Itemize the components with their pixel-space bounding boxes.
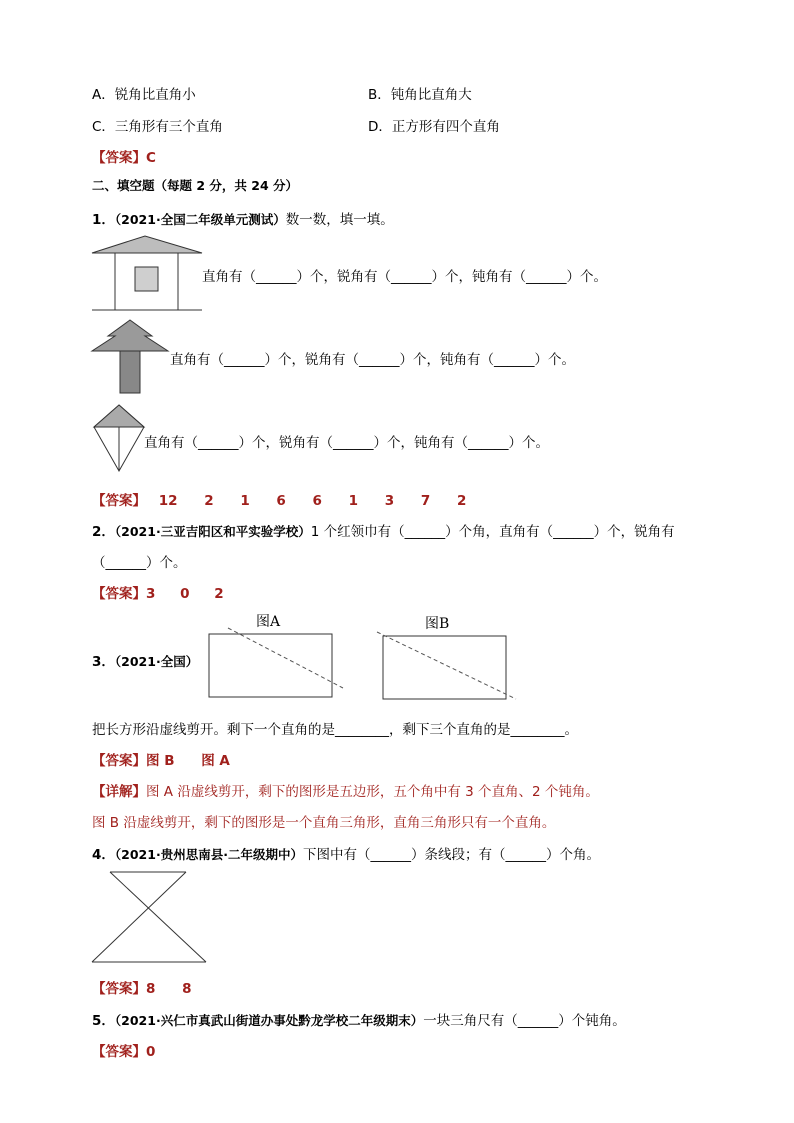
answer-value: C bbox=[146, 150, 156, 166]
answer-label: 【答案】 bbox=[92, 586, 146, 602]
q3-number: 3． bbox=[92, 654, 115, 670]
q1-source: （2021·全国二年级单元测试） bbox=[114, 212, 286, 227]
q1-line-1: 直角有（______）个，锐角有（______）个，钝角有（______）个。 bbox=[202, 269, 607, 285]
q1-stem: 数一数，填一填。 bbox=[285, 212, 394, 228]
q2-stem: 1 个红领巾有（______）个角，直角有（______）个，锐角有 bbox=[310, 524, 675, 540]
figure-b bbox=[376, 631, 518, 701]
q2-source: （2021·三亚吉阳区和平实验学校） bbox=[114, 524, 311, 539]
q1-answer bbox=[92, 489, 466, 509]
answer-value: 3 bbox=[384, 493, 395, 509]
q2-answer bbox=[92, 582, 224, 602]
answer-prev bbox=[92, 146, 156, 166]
q5-source: （2021·兴仁市真武山街道办事处黔龙学校二年级期末） bbox=[114, 1013, 424, 1028]
q3-detail-2: 图 B 沿虚线剪开，剩下的图形是一个直角三角形，直角三角形只有一个直角。 bbox=[92, 815, 556, 831]
answer-value: 6 bbox=[312, 493, 322, 509]
q2-header bbox=[92, 520, 675, 540]
q5-answer bbox=[92, 1040, 155, 1060]
q3-header bbox=[92, 650, 198, 670]
q4-number: 4． bbox=[92, 847, 115, 863]
answer-value: 0 bbox=[180, 586, 190, 602]
answer-value: 3 bbox=[146, 586, 156, 602]
figure-b-label: 图B bbox=[425, 616, 450, 632]
q2-number: 2． bbox=[92, 524, 115, 540]
q5-number: 5． bbox=[92, 1013, 115, 1029]
answer-value: 8 bbox=[146, 981, 156, 997]
option-b: B．钝角比直角大 bbox=[368, 87, 472, 103]
q5-header bbox=[92, 1009, 626, 1029]
answer-label: 【答案】 bbox=[92, 1044, 146, 1060]
q3-detail-1 bbox=[92, 780, 599, 800]
q2-stem-cont: （______）个。 bbox=[92, 555, 187, 571]
answer-value: 12 bbox=[158, 493, 178, 509]
q4-source: （2021·贵州思南县·二年级期中） bbox=[114, 847, 303, 862]
option-d: D．正方形有四个直角 bbox=[368, 119, 500, 135]
detail-text: 图 A 沿虚线剪开，剩下的图形是五边形，五个角中有 3 个直角、2 个钝角。 bbox=[146, 784, 599, 800]
kite-figure bbox=[92, 403, 148, 473]
tree-figure bbox=[90, 318, 170, 394]
answer-value: 1 bbox=[240, 493, 250, 509]
hourglass-figure bbox=[90, 870, 210, 966]
option-c: C．三角形有三个直角 bbox=[92, 119, 223, 135]
figure-a-label: 图A bbox=[256, 614, 281, 630]
house-figure bbox=[90, 235, 205, 313]
q3-answer bbox=[92, 749, 230, 769]
answer-value: 2 bbox=[456, 493, 467, 509]
q1-line-3: 直角有（______）个，锐角有（______）个，钝角有（______）个。 bbox=[144, 435, 549, 451]
answer-label: 【答案】 bbox=[92, 150, 146, 166]
q1-number: 1． bbox=[92, 212, 115, 228]
q3-source: （2021·全国） bbox=[114, 654, 199, 669]
q4-answer bbox=[92, 977, 192, 997]
answer-label: 【答案】 bbox=[92, 753, 146, 769]
answer-label: 【答案】 bbox=[92, 493, 146, 509]
answer-value: 8 bbox=[182, 981, 192, 997]
answer-label: 【答案】 bbox=[92, 981, 146, 997]
q5-stem: 一块三角尺有（______）个钝角。 bbox=[423, 1013, 626, 1029]
answer-value: 2 bbox=[214, 586, 224, 602]
answer-value: 6 bbox=[276, 493, 286, 509]
figure-a bbox=[208, 627, 348, 702]
q1-line-2: 直角有（______）个，锐角有（______）个，钝角有（______）个。 bbox=[170, 352, 575, 368]
answer-value: 0 bbox=[146, 1044, 156, 1060]
answer-value: 图 A bbox=[201, 753, 230, 769]
option-a: A．锐角比直角小 bbox=[92, 87, 196, 103]
q4-header bbox=[92, 843, 600, 863]
answer-value: 2 bbox=[204, 493, 214, 509]
q1-header bbox=[92, 208, 394, 228]
answer-value: 1 bbox=[348, 493, 359, 509]
q4-stem: 下图中有（______）条线段；有（______）个角。 bbox=[302, 847, 600, 863]
answer-value: 7 bbox=[420, 493, 431, 509]
answer-value: 图 B bbox=[146, 753, 175, 769]
detail-label: 【详解】 bbox=[92, 784, 146, 800]
q3-stem: 把长方形沿虚线剪开。剩下一个直角的是________，剩下三个直角的是________。 bbox=[92, 722, 578, 738]
section-heading: 二、填空题（每题 2 分，共 24 分） bbox=[92, 178, 299, 193]
